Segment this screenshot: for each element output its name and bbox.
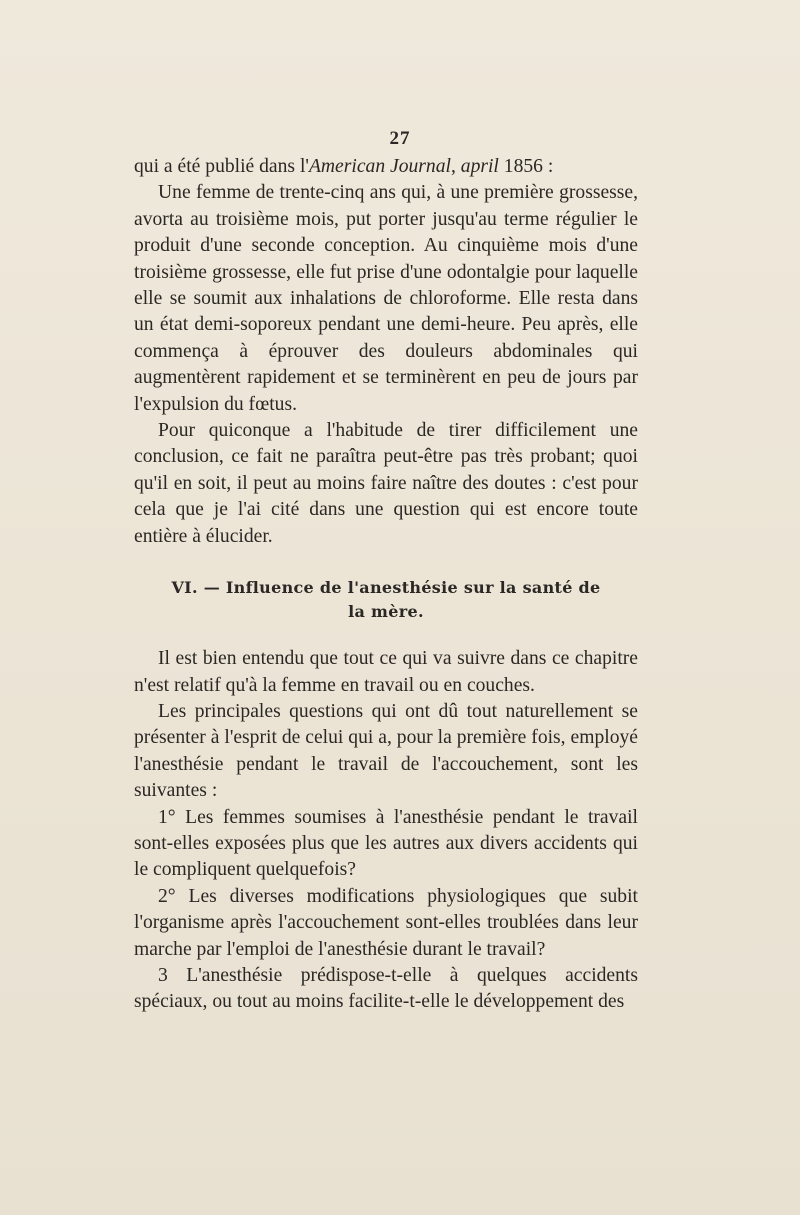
italic-text: april — [460, 156, 499, 177]
paragraph — [134, 418, 638, 550]
page-number: 27 — [389, 128, 411, 149]
text-run: Les principales questions qui ont dû tout naturellement se présenter à l'esprit de celui qui a, pour la première fois, employé l'anesthésie pendant le travail de l'accouchement, sont les suivantes : — [134, 700, 638, 802]
text-block-top — [134, 154, 638, 550]
section-heading-line-1: VI. — Influence de l'anesthésie sur la santé de — [171, 578, 601, 598]
text-run: 2° Les diverses modifications physiologiques que subit l'organisme après l'accouchement sont-elles troublées dans leur marche par l'emploi de l'anesthésie durant le travail? — [134, 885, 638, 960]
paragraph — [134, 805, 638, 884]
text-block-bottom — [134, 646, 638, 1016]
text-run: Il est bien entendu que tout ce qui va suivre dans ce chapitre n'est relatif qu'à la femme en travail ou en couches. — [134, 648, 638, 696]
paragraph — [134, 963, 638, 1016]
body-text — [134, 154, 638, 1016]
paragraph — [134, 884, 638, 963]
paragraph — [134, 646, 638, 699]
text-run: , — [450, 156, 461, 177]
text-run: 3 L'anesthésie prédispose-t-elle à quelques accidents spéciaux, ou tout au moins facilite-t-elle le développement des — [134, 964, 638, 1013]
text-run: Une femme de trente-cinq ans qui, à une première grossesse, avorta au troisième mois, put porter jusqu'au terme régulier le produit d'une seconde conception. Au cinquième mois d'une troisième grossesse, elle fut prise d'une odontalgie pour laquelle elle se soumit aux inhalations de chloroforme. Elle resta dans un état demi-soporeux pendant une demi-heure. Peu après, elle commença à éprouver des douleurs abdominales qui augmentèrent rapidement et se terminèrent en peu de jours par l'expulsion du fœtus. — [134, 182, 638, 415]
text-run: Pour quiconque a l'habitude de tirer difficilement une conclusion, ce fait ne paraîtra peut-être pas très probant; quoi qu'il en soit, il peut au moins faire naître des doutes : c'est pour cela que je l'ai cité dans une question qui est encore toute entière à élucider. — [134, 420, 638, 547]
paragraph — [134, 180, 638, 418]
section-heading-line-2: la mère. — [348, 602, 424, 622]
paragraph — [134, 699, 638, 805]
text-run: 1856 : — [498, 156, 554, 177]
paragraph — [134, 154, 638, 180]
text-run: 1° Les femmes soumises à l'anesthésie pendant le travail sont-elles exposées plus que les autres aux divers accidents qui le compliquent quelquefois? — [134, 806, 638, 881]
text-run: qui a été publié dans l' — [134, 156, 309, 177]
section-heading — [134, 576, 638, 624]
italic-text: American Journal — [308, 156, 451, 177]
